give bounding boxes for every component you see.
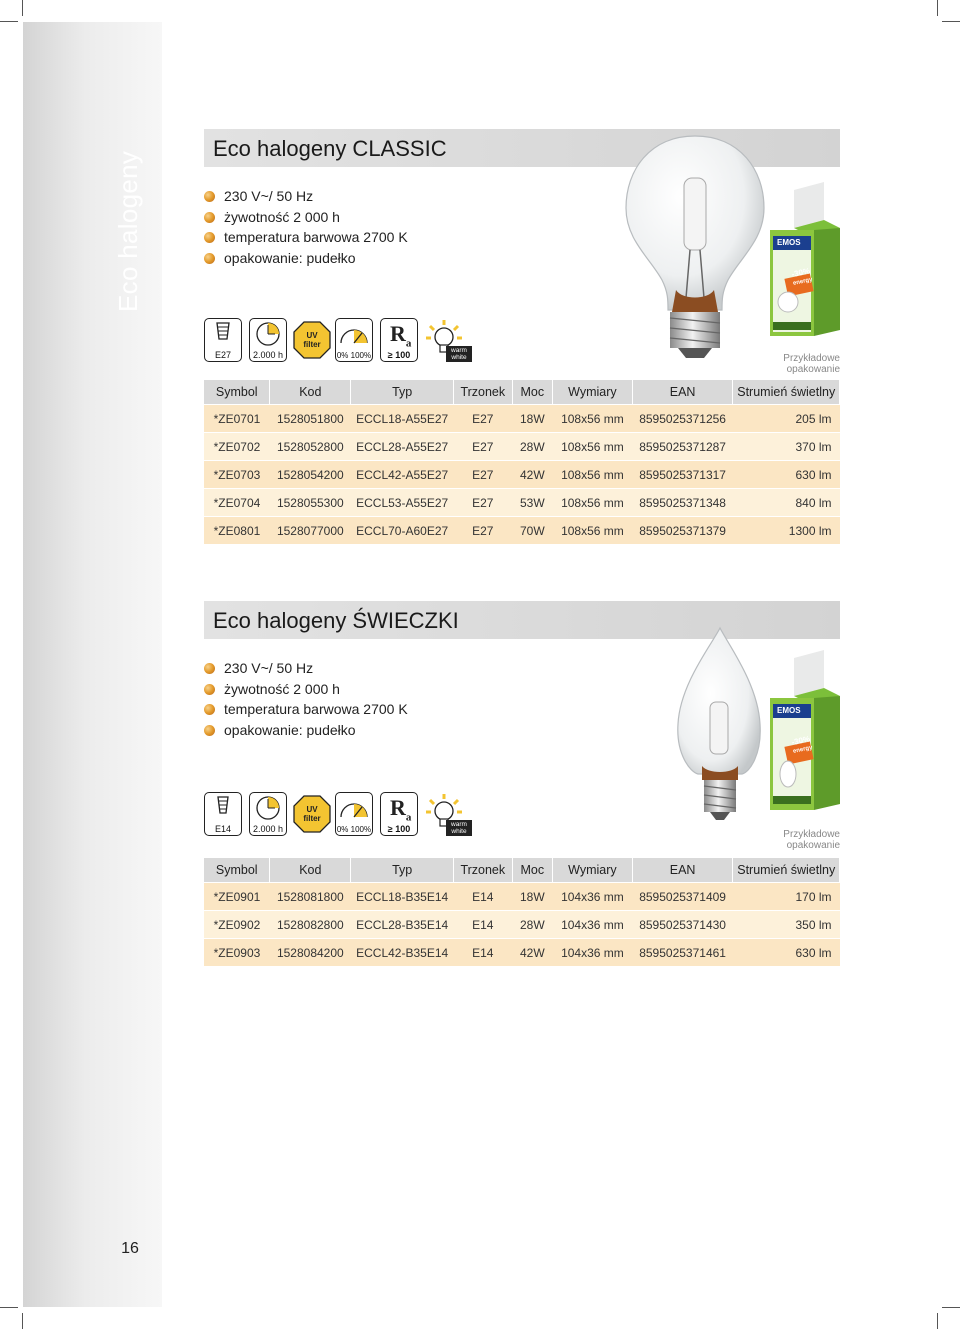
dimmer-icon <box>336 793 372 821</box>
warm-white-icon <box>424 792 472 838</box>
col-header: Kod <box>270 858 351 883</box>
ra-symbol: $R_a$ <box>390 795 412 824</box>
dimmable-label: 0% 100% <box>336 825 372 834</box>
uv-filter-label: UV filter <box>303 805 321 823</box>
icon-row <box>204 318 474 364</box>
warm-white-label: warm white <box>446 820 472 836</box>
crop-mark <box>942 21 960 22</box>
socket-icon <box>204 792 242 836</box>
color-rendering-icon <box>380 792 418 836</box>
crop-mark <box>22 1313 23 1329</box>
section-title: Eco halogeny ŚWIECZKI <box>213 608 459 633</box>
icon-row <box>204 792 474 838</box>
crop-mark <box>942 1307 960 1308</box>
bullet-icon <box>204 232 215 243</box>
table-row: *ZE0703 1528054200 ECCL42-A55E27 E27 42W 108x56 mm 8595025371317 630 lm <box>204 461 840 489</box>
col-header: Moc <box>512 858 553 883</box>
dimmable-icon <box>335 318 373 362</box>
classic-spec-table <box>204 380 840 544</box>
dimmable-icon <box>335 792 373 836</box>
table-row: *ZE0702 1528052800 ECCL28-A55E27 E27 28W 108x56 mm 8595025371287 370 lm <box>204 433 840 461</box>
warm-white-label: warm white <box>446 346 472 362</box>
feature-item: 230 V~/ 50 Hz <box>204 186 408 207</box>
lifetime-label: 2.000 h <box>252 350 284 360</box>
candle-spec-table <box>204 858 840 966</box>
col-header: EAN <box>632 858 733 883</box>
crop-mark <box>0 1307 18 1308</box>
ra-value: ≥ 100 <box>387 824 411 834</box>
table-row: *ZE0903 1528084200 ECCL42-B35E14 E14 42W 104x36 mm 8595025371461 630 lm <box>204 939 840 967</box>
col-header: Typ <box>351 858 454 883</box>
col-header: Wymiary <box>553 380 633 405</box>
candle-bulb-image <box>668 624 768 824</box>
feature-list <box>204 658 408 740</box>
socket-icon-graphic <box>205 793 241 823</box>
feature-list <box>204 186 408 268</box>
feature-item: żywotność 2 000 h <box>204 679 408 700</box>
section-title: Eco halogeny CLASSIC <box>213 136 447 161</box>
socket-label: E14 <box>214 824 231 834</box>
feature-item: opakowanie: pudełko <box>204 720 408 741</box>
col-header: Kod <box>270 380 351 405</box>
socket-icon-graphic <box>205 319 241 349</box>
bullet-icon <box>204 663 215 674</box>
lifetime-icon <box>249 318 287 362</box>
uv-filter-label: UV filter <box>303 331 321 349</box>
table-row: *ZE0901 1528081800 ECCL18-B35E14 E14 18W 104x36 mm 8595025371409 170 lm <box>204 883 840 911</box>
feature-item: temperatura barwowa 2700 K <box>204 699 408 720</box>
candle-package-badge: -30% energy <box>790 734 814 755</box>
bullet-icon <box>204 704 215 715</box>
bullet-icon <box>204 253 215 264</box>
col-header: Symbol <box>204 858 270 883</box>
crop-mark <box>937 0 938 16</box>
col-header: Trzonek <box>454 380 512 405</box>
col-header: Strumień świetlny <box>733 380 840 405</box>
candle-package-image <box>764 648 842 818</box>
table-row: *ZE0701 1528051800 ECCL18-A55E27 E27 18W 108x56 mm 8595025371256 205 lm <box>204 405 840 433</box>
uv-filter-icon <box>292 794 332 834</box>
lifetime-icon <box>249 792 287 836</box>
table-row: *ZE0704 1528055300 ECCL53-A55E27 E27 53W 108x56 mm 8595025371348 840 lm <box>204 489 840 517</box>
sidebar-title <box>113 150 173 322</box>
crop-mark <box>22 0 23 16</box>
candle-package-caption: Przykładowe opakowanie <box>783 829 840 851</box>
bullet-icon <box>204 191 215 202</box>
col-header: Strumień świetlny <box>733 858 840 883</box>
feature-item: temperatura barwowa 2700 K <box>204 227 408 248</box>
crop-mark <box>0 21 18 22</box>
clock-icon <box>250 319 286 349</box>
table-row: *ZE0902 1528082800 ECCL28-B35E14 E14 28W 104x36 mm 8595025371430 350 lm <box>204 911 840 939</box>
candle-package-brand: EMOS <box>777 706 801 715</box>
table-header-row <box>204 380 840 405</box>
col-header: EAN <box>632 380 733 405</box>
feature-item: opakowanie: pudełko <box>204 248 408 269</box>
col-header: Trzonek <box>454 858 512 883</box>
classic-package-caption: Przykładowe opakowanie <box>783 353 840 375</box>
bullet-icon <box>204 725 215 736</box>
clock-icon <box>250 793 286 823</box>
ra-symbol: $R_a$ <box>390 321 412 350</box>
classic-package-brand: EMOS <box>777 238 801 247</box>
feature-item: 230 V~/ 50 Hz <box>204 658 408 679</box>
ra-value: ≥ 100 <box>387 350 411 360</box>
socket-label: E27 <box>214 350 231 360</box>
crop-mark <box>937 1313 938 1329</box>
col-header: Typ <box>351 380 454 405</box>
classic-package-badge: -30% energy <box>790 266 814 287</box>
color-rendering-icon <box>380 318 418 362</box>
lifetime-label: 2.000 h <box>252 824 284 834</box>
uv-filter-icon <box>292 320 332 360</box>
socket-icon <box>204 318 242 362</box>
bullet-icon <box>204 684 215 695</box>
dimmable-label: 0% 100% <box>336 351 372 360</box>
classic-package-image <box>764 180 842 340</box>
warm-white-icon <box>424 318 472 364</box>
col-header: Moc <box>512 380 553 405</box>
sidebar-title-text: Eco halogeny <box>113 150 143 312</box>
classic-bulb-image <box>620 130 770 362</box>
feature-item: żywotność 2 000 h <box>204 207 408 228</box>
dimmer-icon <box>336 319 372 347</box>
col-header: Symbol <box>204 380 270 405</box>
col-header: Wymiary <box>553 858 633 883</box>
bullet-icon <box>204 212 215 223</box>
page-number: 16 <box>121 1240 139 1257</box>
table-row: *ZE0801 1528077000 ECCL70-A60E27 E27 70W 108x56 mm 8595025371379 1300 lm <box>204 517 840 545</box>
table-header-row <box>204 858 840 883</box>
